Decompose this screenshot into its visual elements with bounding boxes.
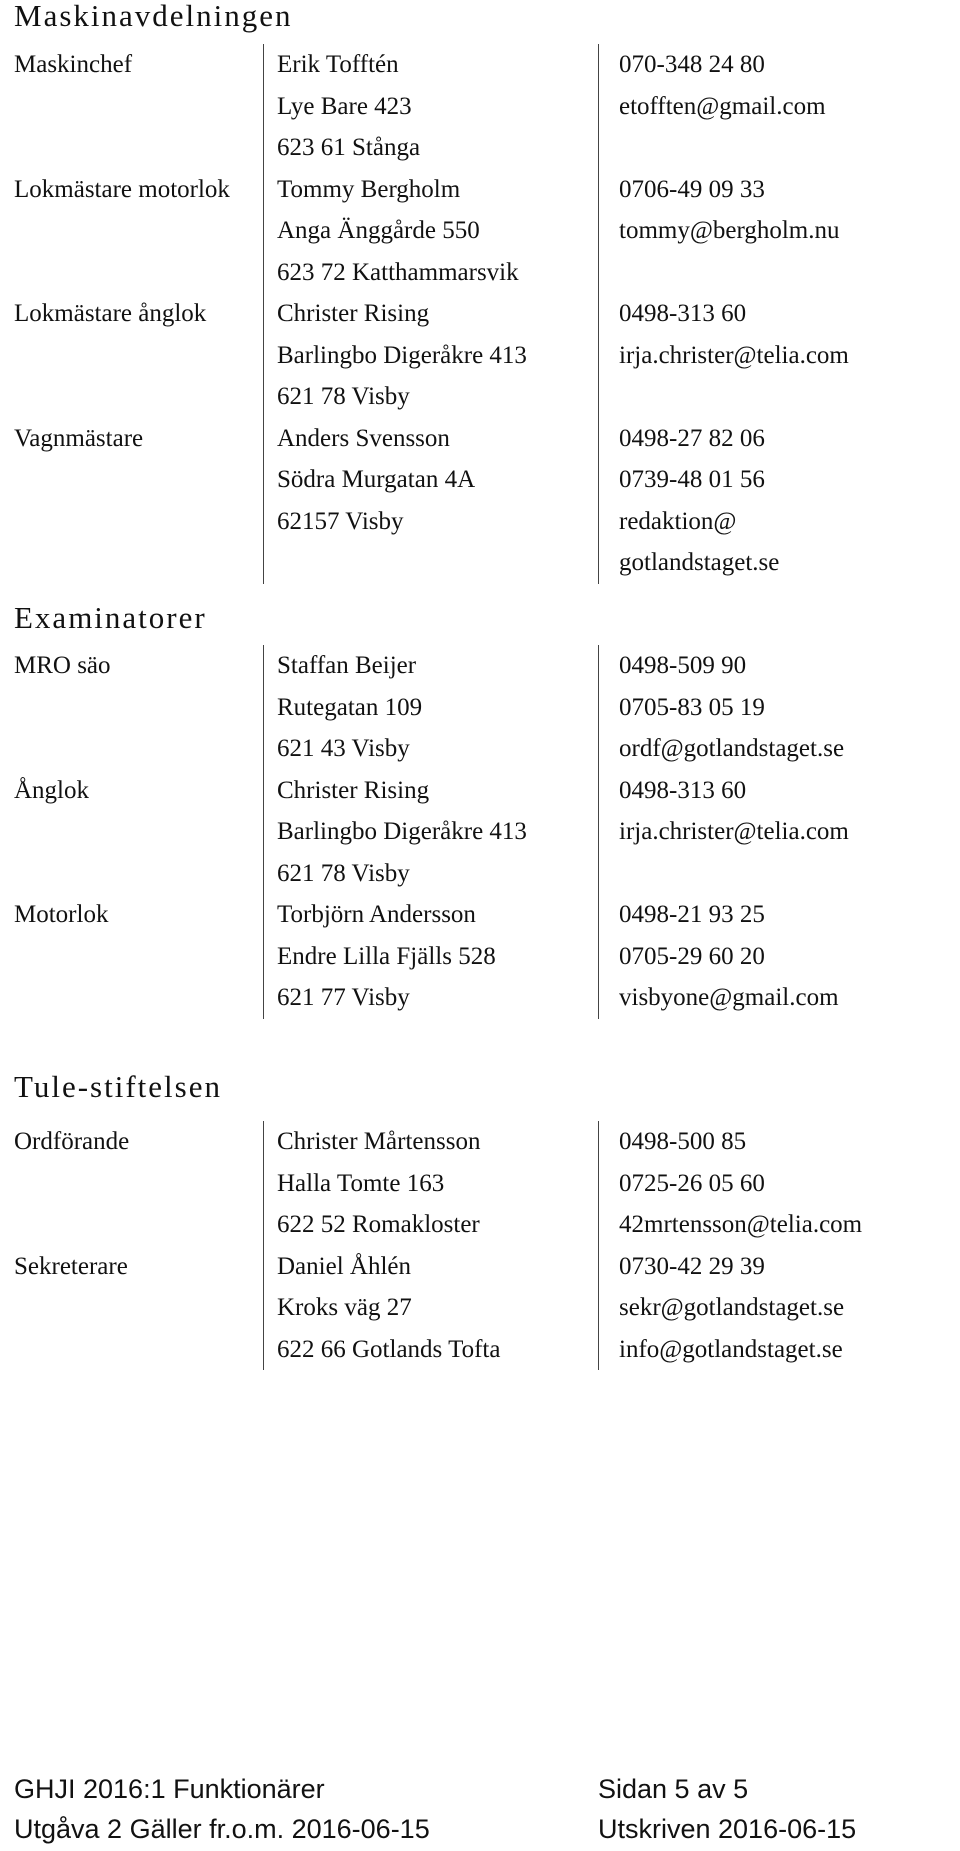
section-table-examinatorer bbox=[0, 645, 960, 1019]
role-label: Lokmästare ånglok bbox=[14, 300, 207, 327]
role-label: Maskinchef bbox=[14, 51, 133, 78]
name-address-cell bbox=[263, 770, 598, 895]
contact-cell bbox=[598, 645, 960, 770]
person-name: Tommy Bergholm bbox=[277, 175, 461, 203]
role-label: Vagnmästare bbox=[14, 424, 144, 452]
street-address: Kroks väg 27 bbox=[277, 1294, 412, 1321]
contact-cell bbox=[598, 418, 960, 584]
street-address: Barlingbo Digeråkre 413 bbox=[277, 818, 527, 845]
email-address: tommy@bergholm.nu bbox=[619, 217, 840, 244]
role-cell bbox=[0, 1121, 263, 1246]
street-address: Endre Lilla Fjälls 528 bbox=[277, 942, 496, 970]
phone-number: 0730-42 29 39 bbox=[619, 1252, 765, 1280]
table-row bbox=[0, 418, 960, 584]
table-row bbox=[0, 1121, 960, 1246]
street-address: Rutegatan 109 bbox=[277, 693, 423, 721]
contact-cell bbox=[598, 169, 960, 294]
role-cell bbox=[0, 293, 263, 418]
role-label: MRO säo bbox=[14, 652, 111, 679]
role-cell bbox=[0, 1246, 263, 1371]
street-address: Lye Bare 423 bbox=[277, 92, 412, 120]
footer-edition: Utgåva 2 Gäller fr.o.m. 2016-06-15 bbox=[14, 1814, 430, 1844]
role-cell bbox=[0, 169, 263, 294]
email-address: irja.christer@telia.com bbox=[619, 818, 849, 845]
email-address: irja.christer@telia.com bbox=[619, 341, 849, 369]
phone-number: 070-348 24 80 bbox=[619, 51, 765, 78]
person-name: Christer Mårtensson bbox=[277, 1128, 481, 1155]
table-row bbox=[0, 645, 960, 770]
role-cell bbox=[0, 645, 263, 770]
street-address: Barlingbo Digeråkre 413 bbox=[277, 341, 527, 369]
table-row bbox=[0, 44, 960, 169]
section-title-maskinavdelningen: Maskinavdelningen bbox=[14, 0, 293, 33]
phone-number: 0706-49 09 33 bbox=[619, 175, 765, 203]
postal-address: 623 72 Katthammarsvik bbox=[277, 258, 519, 286]
postal-address: 621 77 Visby bbox=[277, 984, 410, 1011]
role-label: Motorlok bbox=[14, 901, 109, 928]
phone-number: 0498-313 60 bbox=[619, 776, 747, 804]
section-title-tule-stiftelsen: Tule-stiftelsen bbox=[14, 1069, 222, 1104]
footer-print-date: Utskriven 2016-06-15 bbox=[598, 1814, 857, 1844]
role-label: Lokmästare motorlok bbox=[14, 175, 230, 203]
footer-document-title: GHJI 2016:1 Funktionärer bbox=[14, 1774, 325, 1804]
postal-address: 621 78 Visby bbox=[277, 859, 410, 887]
name-address-cell bbox=[263, 293, 598, 418]
email-address: redaktion@ bbox=[619, 507, 737, 535]
name-address-cell bbox=[263, 1121, 598, 1246]
table-row bbox=[0, 169, 960, 294]
postal-address: 623 61 Stånga bbox=[277, 134, 421, 161]
email-address: ordf@gotlandstaget.se bbox=[619, 735, 845, 762]
section-table-tule-stiftelsen bbox=[0, 1121, 960, 1370]
street-address: Södra Murgatan 4A bbox=[277, 466, 476, 493]
street-address: Anga Änggårde 550 bbox=[277, 217, 480, 244]
phone-number: 0739-48 01 56 bbox=[619, 466, 765, 493]
postal-address: 622 66 Gotlands Tofta bbox=[277, 1335, 501, 1363]
postal-address: 621 43 Visby bbox=[277, 735, 410, 762]
footer-page-number: Sidan 5 av 5 bbox=[598, 1774, 749, 1804]
name-address-cell bbox=[263, 1246, 598, 1371]
role-cell bbox=[0, 894, 263, 1019]
phone-number: 0498-313 60 bbox=[619, 300, 747, 327]
phone-number: 0705-29 60 20 bbox=[619, 942, 765, 970]
street-address: Halla Tomte 163 bbox=[277, 1169, 445, 1197]
email-address: 42mrtensson@telia.com bbox=[619, 1211, 863, 1238]
role-cell bbox=[0, 44, 263, 169]
person-name: Christer Rising bbox=[277, 300, 430, 327]
person-name: Daniel Åhlén bbox=[277, 1252, 411, 1280]
role-label: Ånglok bbox=[14, 776, 89, 804]
contact-cell bbox=[598, 1246, 960, 1371]
email-address: gotlandstaget.se bbox=[619, 549, 780, 576]
phone-number: 0498-27 82 06 bbox=[619, 424, 765, 452]
name-address-cell bbox=[263, 418, 598, 584]
postal-address: 62157 Visby bbox=[277, 507, 404, 535]
role-cell bbox=[0, 770, 263, 895]
phone-number: 0705-83 05 19 bbox=[619, 693, 765, 721]
email-address: sekr@gotlandstaget.se bbox=[619, 1294, 845, 1321]
phone-number: 0725-26 05 60 bbox=[619, 1169, 765, 1197]
table-row bbox=[0, 293, 960, 418]
section-title-examinatorer: Examinatorer bbox=[14, 600, 207, 635]
role-cell bbox=[0, 418, 263, 584]
role-label: Ordförande bbox=[14, 1128, 130, 1155]
contact-cell bbox=[598, 293, 960, 418]
person-name: Christer Rising bbox=[277, 776, 430, 804]
table-row bbox=[0, 1246, 960, 1371]
postal-address: 621 78 Visby bbox=[277, 383, 410, 410]
name-address-cell bbox=[263, 894, 598, 1019]
postal-address: 622 52 Romakloster bbox=[277, 1211, 480, 1238]
person-name: Anders Svensson bbox=[277, 424, 450, 452]
person-name: Staffan Beijer bbox=[277, 652, 417, 679]
email-address: visbyone@gmail.com bbox=[619, 984, 839, 1011]
person-name: Erik Tofftén bbox=[277, 51, 399, 78]
phone-number: 0498-509 90 bbox=[619, 652, 747, 679]
table-row bbox=[0, 894, 960, 1019]
contact-cell bbox=[598, 1121, 960, 1246]
email-address: etofften@gmail.com bbox=[619, 92, 826, 120]
contact-cell bbox=[598, 894, 960, 1019]
table-row bbox=[0, 770, 960, 895]
name-address-cell bbox=[263, 44, 598, 169]
role-label: Sekreterare bbox=[14, 1252, 128, 1280]
section-table-maskinavdelningen bbox=[0, 44, 960, 584]
contact-cell bbox=[598, 44, 960, 169]
name-address-cell bbox=[263, 645, 598, 770]
phone-number: 0498-21 93 25 bbox=[619, 901, 765, 928]
contact-cell bbox=[598, 770, 960, 895]
email-address: info@gotlandstaget.se bbox=[619, 1335, 843, 1363]
person-name: Torbjörn Andersson bbox=[277, 901, 476, 928]
phone-number: 0498-500 85 bbox=[619, 1128, 747, 1155]
name-address-cell bbox=[263, 169, 598, 294]
